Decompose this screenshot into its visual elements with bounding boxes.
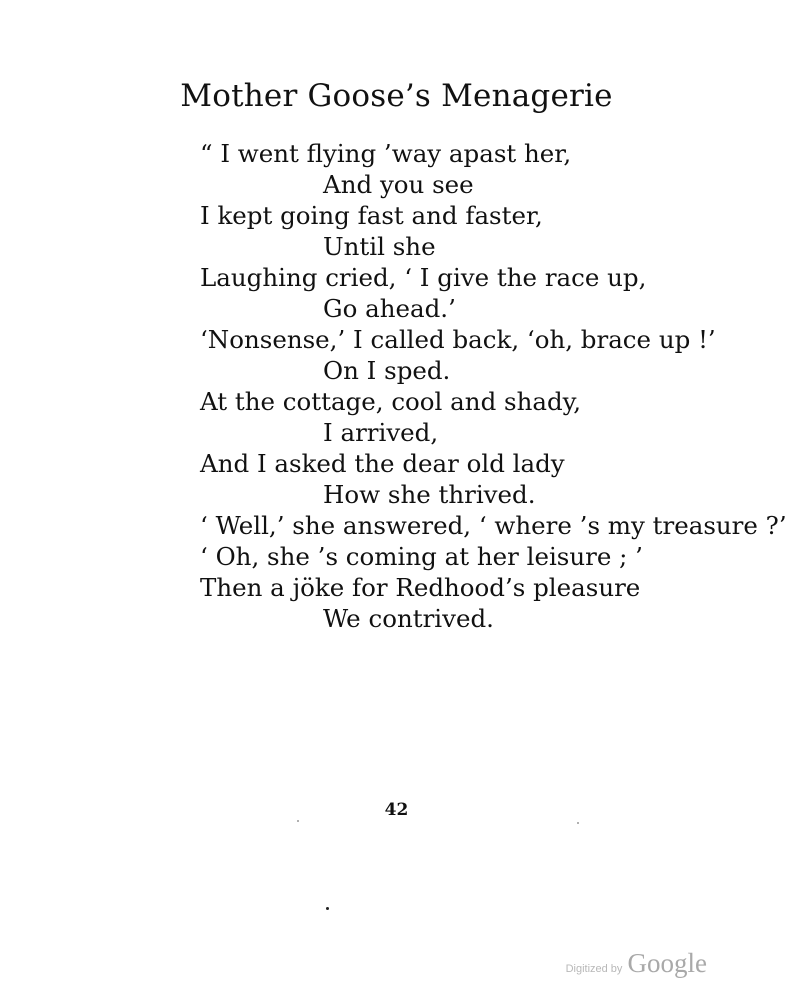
scan-speck xyxy=(577,822,579,824)
poem-line: And I asked the dear old lady xyxy=(200,449,565,478)
poem-line: Until she xyxy=(323,232,436,261)
scan-speck xyxy=(297,820,299,822)
poem-line: At the cottage, cool and shady, xyxy=(200,387,582,416)
poem-line: And you see xyxy=(323,170,474,199)
page-title: Mother Goose’s Menagerie xyxy=(180,78,613,114)
poem-line: How she thrived. xyxy=(323,480,536,509)
digitized-by-watermark xyxy=(566,948,707,979)
poem-line: ‘ Oh, she ’s coming at her leisure ; ’ xyxy=(200,542,643,571)
poem-line: Laughing cried, ‘ I give the race up, xyxy=(200,263,647,292)
poem-line: “ I went flying ’way apast her, xyxy=(200,139,572,168)
page-number: 42 xyxy=(384,800,409,820)
poem-line: I arrived, xyxy=(323,418,439,447)
watermark-prefix: Digitized by xyxy=(565,963,623,975)
poem-line: Go ahead.’ xyxy=(323,294,456,323)
poem-line: Then a jöke for Redhood’s pleasure xyxy=(200,573,641,602)
poem-line: On I sped. xyxy=(323,356,451,385)
poem-line: We contrived. xyxy=(323,604,494,633)
poem-line: ‘Nonsense,’ I called back, ‘oh, brace up !’ xyxy=(200,325,716,354)
poem-line: I kept going fast and faster, xyxy=(200,201,543,230)
scan-speck xyxy=(326,907,329,910)
google-logo: Google xyxy=(627,948,707,978)
poem-line: ‘ Well,’ she answered, ‘ where ’s my treasure ?’ xyxy=(200,511,787,540)
poem-body xyxy=(200,138,787,634)
